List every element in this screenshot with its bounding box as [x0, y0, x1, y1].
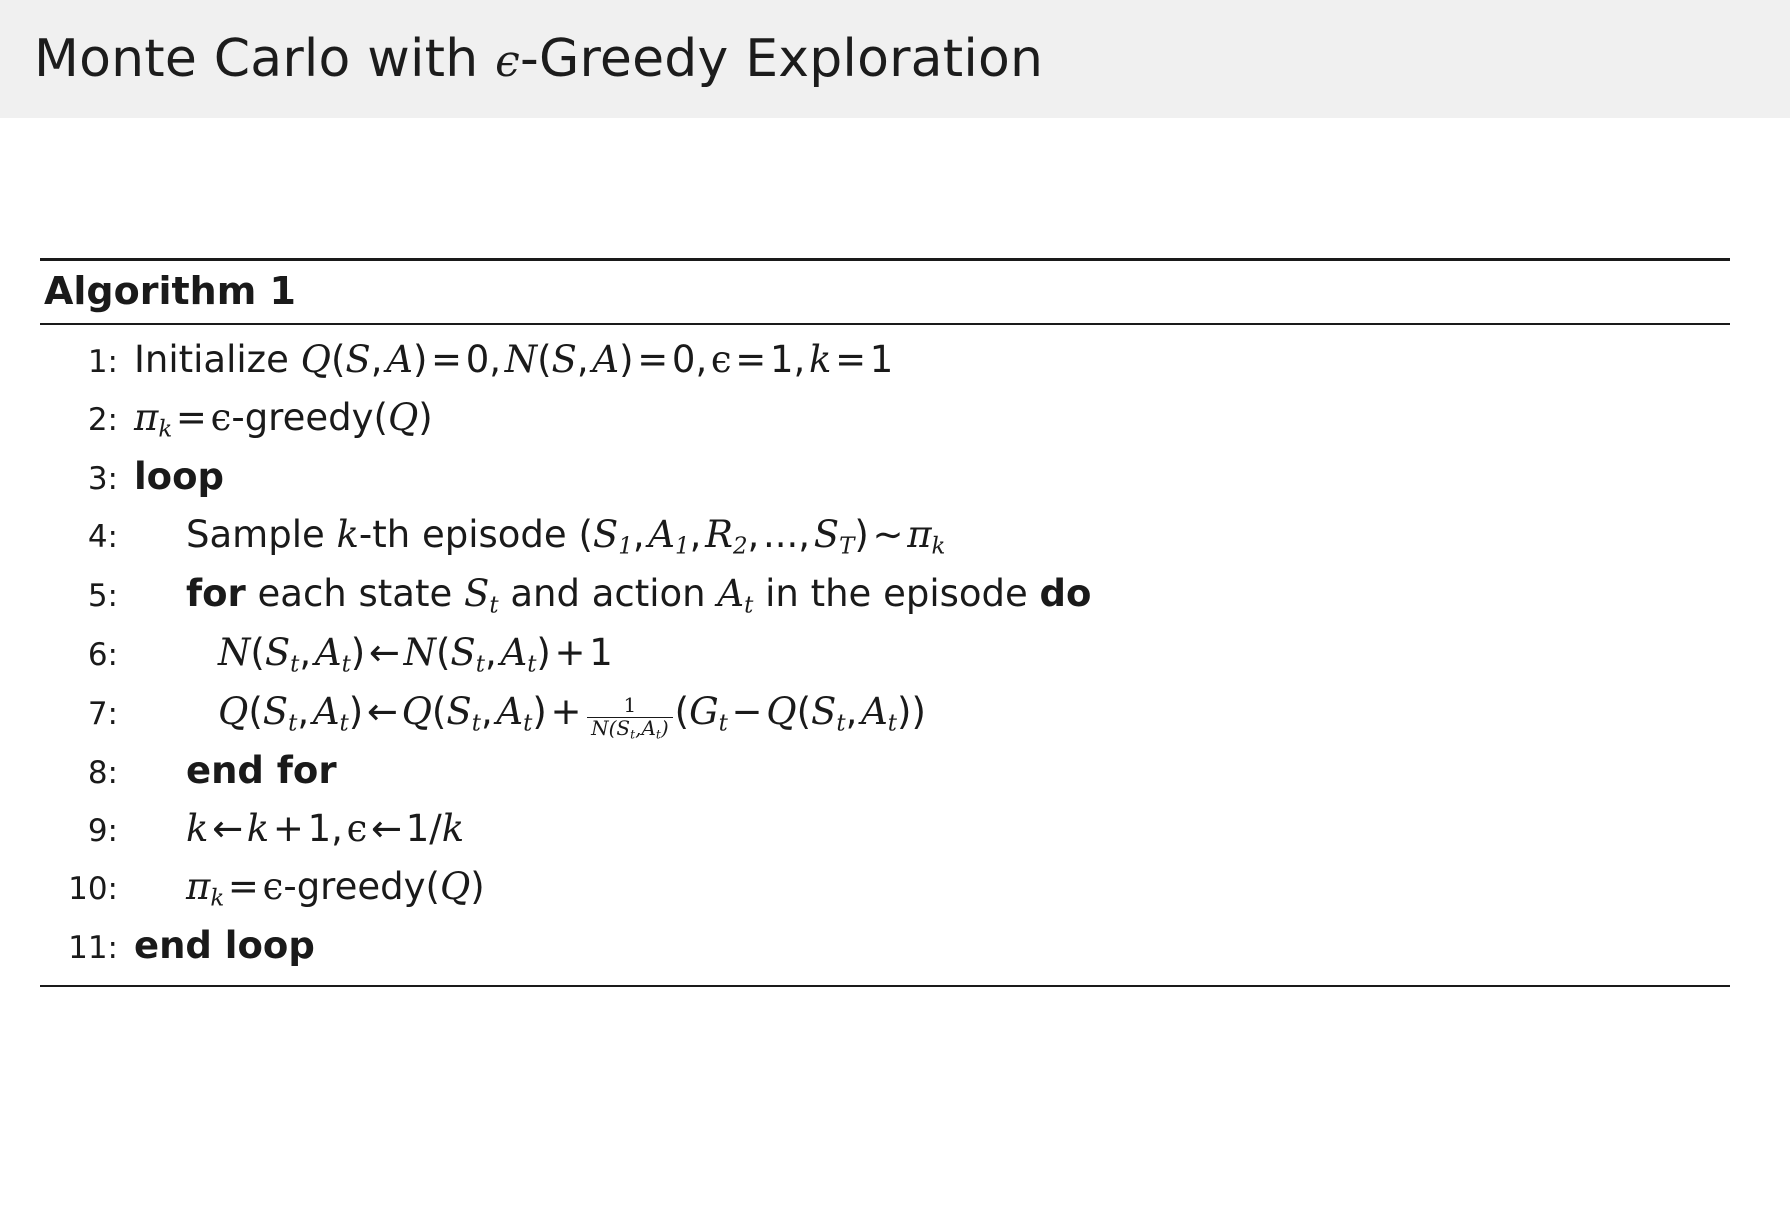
algorithm-line: [40, 448, 1730, 506]
algorithm-block: [40, 258, 1730, 987]
algorithm-line: [40, 331, 1730, 389]
algorithm-lines: [40, 325, 1730, 975]
line-code: $\pi_k$ = ϵ-greedy(Q): [134, 395, 433, 443]
algorithm-line: [40, 858, 1730, 917]
algorithm-heading: Algorithm 1: [44, 269, 296, 313]
step-size-fraction: $\frac{1}{N(S_t,A_t)}$: [587, 695, 673, 741]
line-number: 7:: [87, 696, 118, 733]
line-number: 2:: [87, 401, 118, 438]
algorithm-line: [40, 624, 1730, 683]
line-number: 9:: [87, 813, 118, 850]
line-number: 5:: [87, 577, 118, 614]
page-title-prefix: Monte Carlo with: [34, 29, 496, 89]
algorithm-line: [40, 800, 1730, 858]
line-number: 6:: [87, 637, 118, 674]
line-code: Initialize Q(S, A) = 0, N(S, A) = 0, ϵ = 1, k = 1: [134, 338, 894, 381]
line-number: 4:: [87, 518, 118, 555]
epsilon-symbol: ϵ: [495, 36, 520, 87]
line-code: $Q(S_t$, $A_t$) ← $Q(S_t$, $A_t$) + $\frac{1}{N(S_t,A_t)}$ ($G_t$ − $Q(S_t$, $A_t$)): [218, 690, 926, 742]
line-code: $N(S_t$, $A_t$) ← $N(S_t$, $A_t$) + 1: [218, 631, 613, 678]
line-code: for each state $S_t$ and action $A_t$ in the episode do: [186, 571, 1092, 619]
line-number: 3:: [87, 460, 118, 497]
slide-title-bar: [0, 0, 1790, 118]
line-number: 8:: [87, 755, 118, 792]
page-title-suffix: -Greedy Exploration: [520, 29, 1044, 89]
line-number: 11:: [68, 930, 118, 967]
algorithm-line: [40, 565, 1730, 624]
line-number: 1:: [87, 344, 118, 380]
line-code: Sample k-th episode ($S_1$, $A_1$, $R_2$, ..., $S_T$) ∼ $\pi_k$: [186, 512, 946, 560]
algorithm-line: [40, 506, 1730, 565]
line-code: loop: [134, 454, 225, 498]
algorithm-line: [40, 389, 1730, 448]
line-number: 10:: [68, 870, 118, 907]
algorithm-bottom-rule: [40, 985, 1730, 987]
line-code: $\pi_k$ = ϵ-greedy(Q): [186, 864, 485, 912]
line-code: end loop: [134, 924, 315, 968]
line-code: end for: [186, 749, 337, 793]
algorithm-line: [40, 917, 1730, 975]
algorithm-line: [40, 742, 1730, 800]
page-title: [34, 29, 1043, 89]
line-code: k ← k + 1, ϵ ← 1/k: [186, 807, 465, 851]
algorithm-line: [40, 683, 1730, 742]
